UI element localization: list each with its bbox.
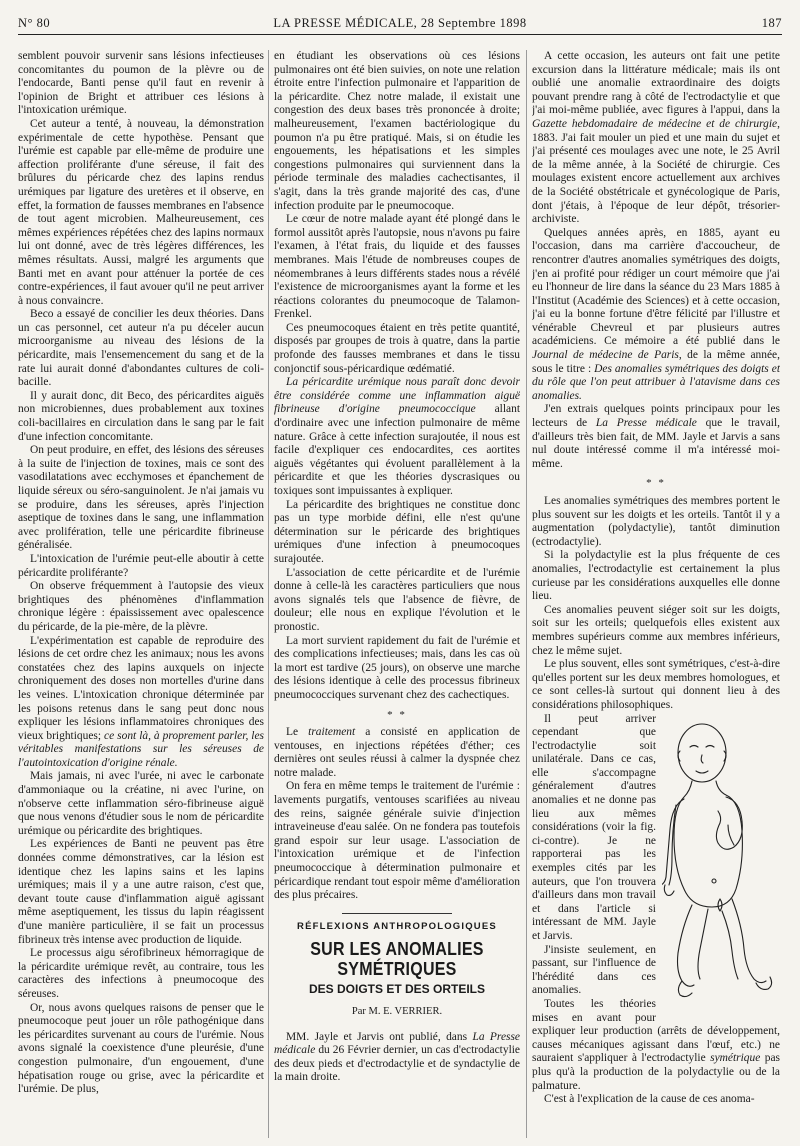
paragraph: [532, 227, 780, 404]
text: du 26 Février dernier, un cas d'ectrodactylie des deux pieds et d'ectrodactylie et de syndactylie de la main droite.: [274, 1044, 520, 1084]
infant-figure: [662, 713, 780, 1013]
paragraph: On peut produire, en effet, des lésions des séreuses à la suite de l'injection de toxines, mais ce sont des vasodilatations avec ecchymoses et épanchement de liquide séreux ou séro-sanguinolent. Je n'ai jamais vu se produire, dans les séreuses, après l'injection aseptique de toxines dans le sang, une inflammation avec prolifération, telle une péricardite fibrineuse généralisée.: [18, 444, 264, 552]
paragraph: Or, nous avons quelques raisons de penser que le pneumocoque peut jouer un rôle pathogénique dans les péricardites survenant au cours de l'urémie. Nous avons signalé la coexistence d'une pleurésie, d'une congestion pulmonaire, d'un engouement, d'une hépatisation rouge ou grise, avec la péricardite et l'urémie. De plus,: [18, 1001, 264, 1096]
article-author: Par M. E. VERRIER.: [351, 1006, 443, 1017]
section-separator: * *: [646, 477, 666, 490]
heading-rule: [342, 913, 452, 914]
paragraph: [274, 376, 520, 498]
text: J'en extrais quelques points principaux pour les lecteurs de: [532, 403, 780, 430]
paragraph: en étudiant les observations où ces lésions pulmonaires ont été bien suivies, on note une relation étroite entre l'infection pulmonaire et l'apparition de la péricardite. Chez notre malade, il existait une congestion des deux bases très prononcée à droite; malheureusement, l'examen bactériologique du poumon n'a pu être pratiqué. Mais, si on étudie les engouements, les hépatisations et les simples congestions pulmonaires qui surviennent dans la période terminale des maladies cachectisantes, il s'agit, dans la très grande majorité des cas, d'une infection produite par le pneumocoque.: [274, 50, 520, 212]
column-divider: [268, 50, 269, 1138]
paragraph: L'association de cette péricardite et de l'urémie donne à celle-là les caractères particuliers que nous avons signalés tels que l'absence de fièvre, de douleur; elle nous en explique l'évolution et le pronostic.: [274, 566, 520, 633]
article-subtitle: DES DOIGTS ET DES ORTEILS: [308, 982, 486, 997]
paragraph: Le processus aigu sérofibrineux hémorragique de la péricardite urémique revêt, au contraire, tous les caractères des infections à pneumocoque des séreuses.: [18, 947, 264, 1000]
paragraph: On observe fréquemment à l'autopsie des vieux brightiques des phénomènes d'inflammation chronique légère : épaississement avec opalescence du péricarde, de la pie-mère, de la plèvre.: [18, 580, 264, 633]
paragraph: Si la polydactylie est la plus fréquente de ces anomalies, l'ectrodactylie est certainement la plus curieuse par les considérations auxquelles elle donne lieu.: [532, 549, 780, 603]
paragraph: Ces pneumocoques étaient en très petite quantité, disposés par groupes de trois à quatre, dans la partie profonde des fausses membranes et dans le tissu conjonctif sous-péricardique œdématié.: [274, 321, 520, 375]
infant-ectrodactyly-icon: [662, 713, 780, 1013]
column-2: [274, 50, 520, 1140]
emphasis: La Presse médicale: [274, 1030, 520, 1057]
paragraph: [274, 1031, 520, 1085]
text: MM. Jayle et Jarvis ont publié, dans: [286, 1030, 468, 1043]
paragraph: Le cœur de notre malade ayant été plongé dans le formol aussitôt après l'autopsie, nous n'avons pu faire l'examen, à l'état frais, du liquide et des fausses membranes. Mais l'étude de nombreuses coupes de néomembranes à leurs différents stades nous a révélé l'existence de microorganismes ayant la forme et les réactions colorantes du pneumocoque de Talamon-Frenkel.: [274, 213, 520, 321]
text: pas plus qu'à la production de la polydactylie ou de la palmature.: [532, 1052, 780, 1092]
text: Le: [286, 726, 299, 739]
paragraph: Il y aurait donc, dit Beco, des péricardites aiguës non microbiennes, dues probablement aux toxines coli-bacillaires en circulation dans le sang par le fait d'une infection concomitante.: [18, 389, 264, 443]
text: , de la même année, sous le titre :: [532, 349, 780, 375]
issue-number: N° 80: [18, 16, 51, 30]
emphasis: symétrique: [710, 1052, 761, 1065]
paragraph: Les anomalies symétriques des membres portent le plus souvent sur les doigts et les orteils. Tantôt il y a augmentation (polydactylie), tantôt diminution (ectrodactylie).: [532, 495, 780, 548]
article-kicker: RÉFLEXIONS ANTHROPOLOGIQUES: [297, 920, 497, 932]
paragraph: Le plus souvent, elles sont symétriques, c'est-à-dire qu'elles portent sur les deux membres homologues, et ce sont celles-là surtout qui donnent lieu à des considérations philosophiques.: [532, 658, 780, 711]
paragraph: Ces anomalies peuvent siéger soit sur les doigts, soit sur les orteils; quelquefois elles existent aux membres supérieurs comme aux membres inférieurs, chez le même sujet.: [532, 603, 780, 657]
paragraph: Il peut arriver cependant que l'ectrodactylie soit unilatérale. Dans ce cas, elle s'accompagne généralement d'autres anomalies et ne donne pas lieu aux mêmes considérations (voir la fig. ci-contre). Je ne rapporterai pas les exemples cités par les auteurs, que l'on trouvera d'ailleurs dans mon travail et dans l'article si intéressant de MM. Jayle et Jarvis.: [532, 712, 656, 942]
running-title: LA PRESSE MÉDICALE, 28 Septembre 1898: [273, 16, 527, 30]
paragraph: C'est à l'explication de la cause de ces anoma-: [544, 1093, 755, 1106]
text: , 1883. J'ai fait mouler un pied et une main du sujet et j'ai présenté ces moulages avec une note, le 25 Avril de la même année, à la Société de chirurgie. Ces moulages existent encore actuellement aux archives de la Société obstétricale et gynécologique de Paris, dont j'étais, à l'époque de leur dépôt, trésorier-archiviste.: [532, 117, 780, 226]
text: a consisté en application de ventouses, en injections répétées d'éther; ces dernières ont seules réussi à calmer la dyspnée chez notre malade.: [274, 726, 520, 779]
paragraph: Cet auteur a tenté, à nouveau, la démonstration expérimentale de cette hypothèse. Pensant que l'urémie est capable par elle-même de produire une affection proliférante d'une séreuse, il fait des brûlures du péricarde chez des lapins rendus urémiques par ligature des uretères et il observe, en effet, la formation de fausses membranes en l'absence de tout agent microbien. Malheureusement, ces mêmes expériences répétées chez des lapins normaux lui ont donné, avec de très légères différences, les mêmes résultats. Aussi, malgré les arguments que Banti met en avant pour atténuer la portée de ces contre-expériences, il faut avouer qu'il ne peut arriver à nous convaincre.: [18, 117, 264, 307]
emphasis: ce sont là, à proprement parler, les véritables manifestations sur les séreuses de l'autointoxication d'origine rénale.: [18, 729, 264, 769]
column-divider: [526, 50, 527, 1138]
emphasis: Gazette hebdomadaire de médecine et de chirurgie: [532, 117, 778, 130]
paragraph: [532, 403, 780, 471]
emphasis: Journal de médecine de Paris: [532, 349, 679, 362]
emphasis: La péricardite urémique nous paraît donc devoir être considérée comme une inflammation aiguë fibrineuse d'origine pneumococcique: [274, 376, 520, 416]
paragraph: Mais jamais, ni avec l'urée, ni avec le carbonate d'ammoniaque ou la créatine, ni avec l'urine, on n'observe cette inflammation séro-fibrineuse aiguë que nous venons d'étudier sous le nom de péricardite urémique ou péricardite des brightiques.: [18, 770, 264, 837]
paragraph: La mort survient rapidement du fait de l'urémie et des complications infectieuses; mais, dans les cas où la mort est tardive (25 jours), on observe une marche des lésions identique à celle des processus fibrineux pneumococciques survenant chez des cachectiques.: [274, 634, 520, 701]
paragraph: On fera en même temps le traitement de l'urémie : lavements purgatifs, ventouses scarifiées au niveau des reins, saignée générale suivie d'injection intraveineuse d'eau salée. On ne fondera pas toutefois grand espoir sur leur usage. L'association de l'intoxication urémique et de l'infection pneumococcique à détermination pulmonaire et péricardique rendant tout espoir même d'amélioration des plus précaires.: [274, 780, 520, 902]
paragraph: J'insiste seulement, en passant, sur l'influence de l'hérédité dans ces anomalies.: [532, 943, 656, 997]
section-separator: * *: [387, 708, 407, 721]
paragraph: L'intoxication de l'urémie peut-elle aboutir à cette péricardite proliférante?: [18, 552, 264, 579]
text: L'expérimentation est capable de reproduire des lésions de cet ordre chez les animaux; nous les avons constatées chez des lapins auxquels on injecte chroniquement des doses non mortelles d'urine dans les veines. L'intoxication chronique déterminée par les poisons retenus dans le sang peut donc nous expliquer les lésions inflammatoires chroniques des vieux brightiques;: [18, 634, 264, 742]
text: A cette occasion, les auteurs ont fait une petite excursion dans la littérature médicale; mais ils ont oublié une anomalie extraordinaire des doigts pouvant prendre rang à côté de l'ectrodactylie et que j'ai moi-même publiée, avec figures à l'appui, dans la: [532, 50, 780, 117]
article-title: SUR LES ANOMALIES SYMÉTRIQUES: [310, 938, 484, 980]
text: Toutes les théories mises en avant pour expliquer leur production (arrêts de développement, causes mécaniques agissant dans l'œuf, etc.) ne sauraient s'appliquer à l'ectrodactylie: [532, 997, 780, 1065]
paragraph: Les expériences de Banti ne peuvent pas être données comme démonstratives, car la lésion est identique chez les lapins sains et les lapins urémiques; mais il y a une autre raison, c'est que, devant toute cause d'inflammation aiguë agissant même aseptiquement, les tissus du lapin réagissent d'une manière particulière, il se fait un processus fibrineux très intense avec production de liquide.: [18, 838, 264, 946]
paragraph: [532, 50, 780, 227]
text: Quelques années après, en 1885, ayant eu l'occasion, dans ma carrière d'accoucheur, de rencontrer d'autres anomalies symétriques des doigts, j'en ai profité pour rédiger un court mémoire que j'ai eu l'honneur de lire dans la séance du 23 Mars 1885 à l'Institut (Académie des Sciences) et à cette occasion, j'ai eu la bonne fortune d'être félicité par l'illustre et vénérable Chevreul et par plusieurs autres académiciens. Ce mémoire a été publié dans le: [532, 226, 780, 348]
text: que le travail, d'ailleurs très bien fait, de MM. Jayle et Jarvis a sans nul doute intéressé comme il m'a intéressé moi-même.: [532, 417, 780, 470]
article-heading: [274, 913, 520, 1019]
page-header: [18, 12, 782, 35]
paragraph: La péricardite des brightiques ne constitue donc pas un type morbide défini, elle n'est qu'une détermination sur le péricarde des brightiques urémiques d'une infection à pneumocoques surajoutée.: [274, 498, 520, 565]
emphasis: Des anomalies symétriques des doigts et du rôle que l'on peut attribuer à l'atavisme dans ces anomalies.: [532, 362, 780, 402]
paragraph: Beco a essayé de concilier les deux théories. Dans un cas personnel, cet auteur n'a pu déceler aucun microorganisme au niveau des lésions de la péricardite, mais l'ensemencement du sang et de la rate lui aurait donné d'abondantes cultures de coli-bacille.: [18, 308, 264, 389]
paragraph: semblent pouvoir survenir sans lésions infectieuses concomitantes du poumon de la plèvre ou de l'endocarde, Banti pense qu'il faut en revenir à l'opinion de Bright et attribuer ces lésions à l'intoxication urémique.: [18, 50, 264, 117]
column-3: [532, 50, 780, 1140]
column-1: [18, 50, 264, 1140]
emphasis: La Presse médicale: [595, 417, 697, 430]
emphasis: traitement: [308, 726, 356, 739]
page-number: 187: [761, 16, 782, 30]
text: allant d'ordinaire avec une infection pulmonaire de même nature. Grâce à cette infection surajoutée, il nous est facile d'expliquer ces endocardites, ces aortites aiguës végétantes qui évoluent parallèlement à la péricardite et que les théories dyscrasiques ou toxiques sont impuissantes à expliquer.: [274, 403, 520, 497]
paragraph: [18, 635, 264, 771]
paragraph: [274, 726, 520, 780]
